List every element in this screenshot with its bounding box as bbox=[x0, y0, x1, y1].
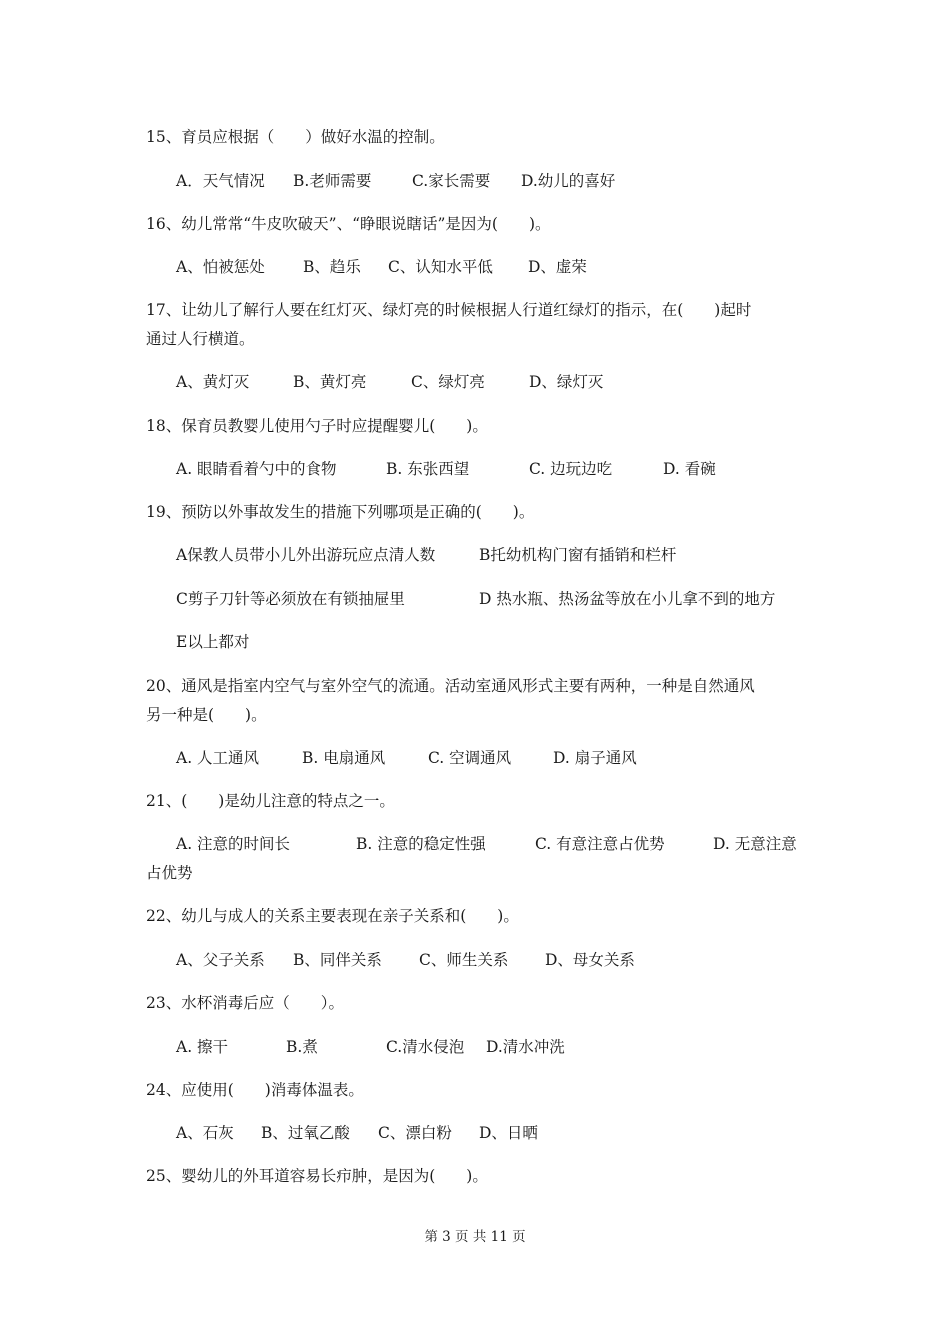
option-c: C、认知水平低 bbox=[388, 258, 493, 276]
option-b: B. 东张西望 bbox=[386, 460, 470, 478]
option-c: C剪子刀针等必须放在有锁抽屉里 bbox=[176, 590, 405, 608]
option-c: C、绿灯亮 bbox=[411, 373, 485, 391]
option-b: B.老师需要 bbox=[293, 172, 372, 190]
option-a: A保教人员带小儿外出游玩应点清人数 bbox=[176, 546, 436, 564]
question-17-line-2: 通过人行横道。 bbox=[146, 330, 255, 348]
question-20-line-2: 另一种是( )。 bbox=[146, 706, 267, 724]
option-d: D、虚荣 bbox=[528, 258, 587, 276]
option-b: B、同伴关系 bbox=[293, 951, 382, 969]
question-15: 15、育员应根据（ ）做好水温的控制。 bbox=[146, 128, 445, 146]
option-b: B、趋乐 bbox=[303, 258, 361, 276]
option-a: A. 擦干 bbox=[176, 1038, 229, 1056]
option-b: B托幼机构门窗有插销和栏杆 bbox=[479, 546, 677, 564]
option-c: C.家长需要 bbox=[412, 172, 491, 190]
question-18: 18、保育员教婴儿使用勺子时应提醒婴儿( )。 bbox=[146, 417, 488, 435]
option-b: B、过氧乙酸 bbox=[261, 1124, 350, 1142]
question-21: 21、( )是幼儿注意的特点之一。 bbox=[146, 792, 395, 810]
page-number-footer: 第 3 页 共 11 页 bbox=[424, 1229, 526, 1245]
option-b: B. 电扇通风 bbox=[302, 749, 386, 767]
option-a: A. 人工通风 bbox=[176, 749, 260, 767]
question-23: 23、水杯消毒后应（ ）。 bbox=[146, 994, 344, 1012]
option-c: C、师生关系 bbox=[419, 951, 509, 969]
option-a: A. 注意的时间长 bbox=[176, 835, 291, 853]
question-22: 22、幼儿与成人的关系主要表现在亲子关系和( )。 bbox=[146, 907, 519, 925]
option-d: D.清水冲洗 bbox=[486, 1038, 565, 1056]
question-24: 24、应使用( )消毒体温表。 bbox=[146, 1081, 364, 1099]
option-d: D.幼儿的喜好 bbox=[521, 172, 616, 190]
option-b: B. 注意的稳定性强 bbox=[356, 835, 486, 853]
option-a: A、石灰 bbox=[176, 1124, 234, 1142]
option-a: A、父子关系 bbox=[176, 951, 265, 969]
option-c: C. 有意注意占优势 bbox=[535, 835, 665, 853]
question-25: 25、婴幼儿的外耳道容易长疖肿，是因为( )。 bbox=[146, 1167, 488, 1185]
question-16: 16、幼儿常常“牛皮吹破天”、“睁眼说瞎话”是因为( )。 bbox=[146, 215, 551, 233]
option-d: D、日晒 bbox=[479, 1124, 538, 1142]
option-c: C.清水侵泡 bbox=[386, 1038, 465, 1056]
option-d: D、母女关系 bbox=[545, 951, 635, 969]
option-c: C、漂白粉 bbox=[378, 1124, 452, 1142]
option-a: A. 眼睛看着勺中的食物 bbox=[176, 460, 337, 478]
option-b: B.煮 bbox=[286, 1038, 318, 1056]
option-c: C. 空调通风 bbox=[428, 749, 512, 767]
option-d: D. 无意注意 bbox=[713, 835, 797, 853]
option-d: D、绿灯灭 bbox=[529, 373, 604, 391]
question-20-line-1: 20、通风是指室内空气与室外空气的流通。活动室通风形式主要有两种，一种是自然通风 bbox=[146, 677, 755, 695]
option-e: E以上都对 bbox=[176, 633, 250, 651]
option-a: A、黄灯灭 bbox=[176, 373, 250, 391]
question-17-line-1: 17、让幼儿了解行人要在红灯灭、绿灯亮的时候根据人行道红绿灯的指示，在( )起时 bbox=[146, 301, 752, 319]
option-a: A、怕被惩处 bbox=[176, 258, 265, 276]
option-d: D. 扇子通风 bbox=[553, 749, 637, 767]
option-a: A．天气情况 bbox=[176, 172, 265, 190]
option-d: D 热水瓶、热汤盆等放在小儿拿不到的地方 bbox=[479, 590, 776, 608]
option-c: C. 边玩边吃 bbox=[529, 460, 613, 478]
option-d: D. 看碗 bbox=[663, 460, 716, 478]
option-d-continuation: 占优势 bbox=[146, 864, 193, 882]
question-19: 19、预防以外事故发生的措施下列哪项是正确的( )。 bbox=[146, 503, 535, 521]
option-b: B、黄灯亮 bbox=[293, 373, 367, 391]
